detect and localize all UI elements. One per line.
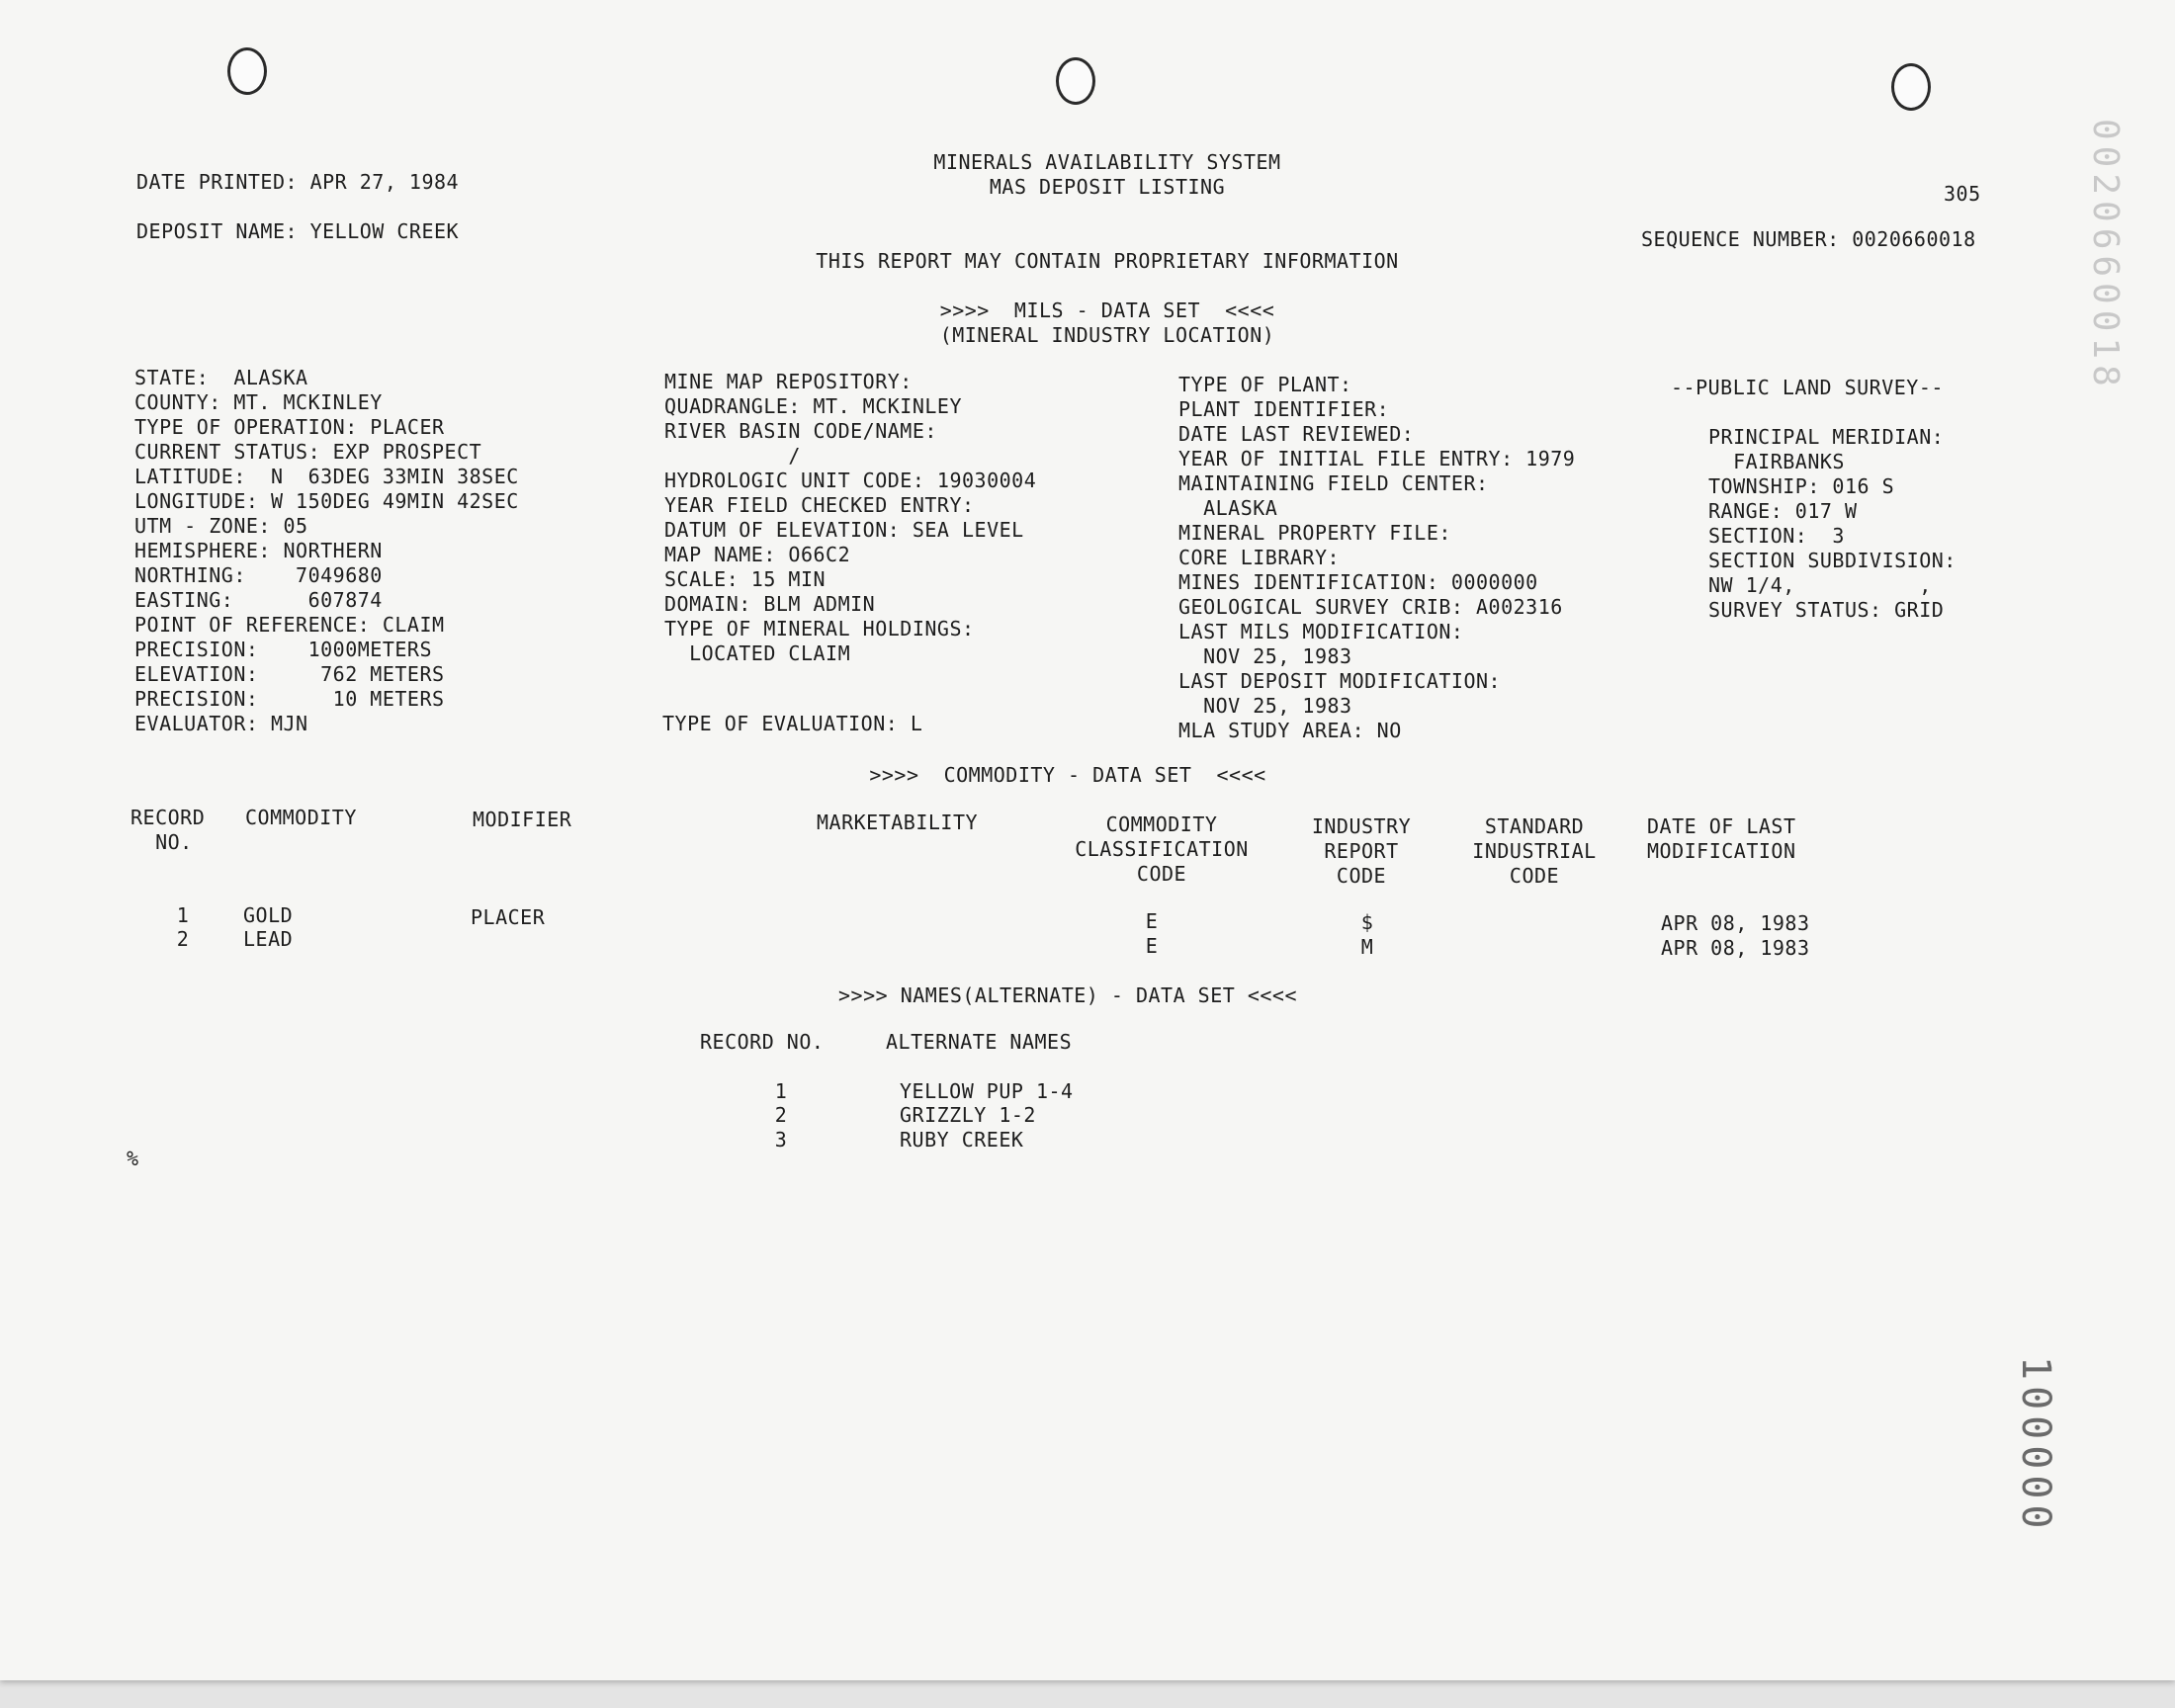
field-mineral-property-file: MINERAL PROPERTY FILE: xyxy=(1178,521,1451,545)
percent-mark: % xyxy=(127,1147,139,1170)
public-land-survey-title: --PUBLIC LAND SURVEY-- xyxy=(1671,376,1944,399)
mils-subtitle: (MINERAL INDUSTRY LOCATION) xyxy=(939,323,1275,347)
field-utm-zone: UTM - ZONE: 05 xyxy=(134,514,308,538)
field-domain: DOMAIN: BLM ADMIN xyxy=(664,592,876,616)
field-mla-study-area: MLA STUDY AREA: NO xyxy=(1178,719,1402,742)
field-state: STATE: ALASKA xyxy=(134,366,308,389)
date-printed: DATE PRINTED: APR 27, 1984 xyxy=(136,170,460,194)
row-commodity: LEAD xyxy=(243,927,294,951)
field-last-mils-modification-value: NOV 25, 1983 xyxy=(1178,644,1352,668)
field-year-initial-entry: YEAR OF INITIAL FILE ENTRY: 1979 xyxy=(1178,447,1576,470)
col-header-record-no: RECORD NO. xyxy=(130,806,206,854)
alt-name: YELLOW PUP 1-4 xyxy=(900,1079,1074,1103)
col-header-marketability: MARKETABILITY xyxy=(817,811,979,834)
proprietary-notice: THIS REPORT MAY CONTAIN PROPRIETARY INFORMATION xyxy=(816,249,1399,273)
field-principal-meridian: PRINCIPAL MERIDIAN: xyxy=(1708,425,1945,449)
row-date-modified: APR 08, 1983 xyxy=(1661,911,1810,935)
field-maintaining-center: MAINTAINING FIELD CENTER: xyxy=(1178,471,1489,495)
punch-hole-center xyxy=(1056,57,1095,105)
mils-location-column xyxy=(134,366,519,736)
field-geological-survey-crib: GEOLOGICAL SURVEY CRIB: A002316 xyxy=(1178,595,1563,619)
field-mine-map-repository: MINE MAP REPOSITORY: xyxy=(664,370,913,393)
mils-plant-column xyxy=(1178,373,1575,743)
field-datum-of-elevation: DATUM OF ELEVATION: SEA LEVEL xyxy=(664,518,1024,542)
row-modifier: PLACER xyxy=(471,905,546,929)
field-county: COUNTY: MT. MCKINLEY xyxy=(134,390,383,414)
alt-name-record-no: 1 xyxy=(774,1079,788,1103)
mils-map-column xyxy=(664,370,1036,666)
deposit-name: DEPOSIT NAME: YELLOW CREEK xyxy=(136,219,460,243)
field-current-status: CURRENT STATUS: EXP PROSPECT xyxy=(134,440,482,464)
listing-title: MAS DEPOSIT LISTING xyxy=(989,175,1226,199)
field-elevation-precision: PRECISION: 10 METERS xyxy=(134,687,445,711)
page-number: 305 xyxy=(1944,182,1981,206)
field-type-of-evaluation: TYPE OF EVALUATION: L xyxy=(662,712,923,735)
row-classification: E xyxy=(1145,934,1159,958)
field-map-name: MAP NAME: O66C2 xyxy=(664,543,851,566)
field-hemisphere: HEMISPHERE: NORTHERN xyxy=(134,539,383,562)
row-classification: E xyxy=(1145,909,1159,933)
col-header-date-modified: DATE OF LAST MODIFICATION xyxy=(1647,814,1796,863)
names-header-alternate-names: ALTERNATE NAMES xyxy=(886,1030,1073,1054)
field-point-of-reference: POINT OF REFERENCE: CLAIM xyxy=(134,613,445,637)
sequence-number: SEQUENCE NUMBER: 0020660018 xyxy=(1641,227,1976,251)
col-header-commodity: COMMODITY xyxy=(245,806,357,829)
field-last-mils-modification: LAST MILS MODIFICATION: xyxy=(1178,620,1464,643)
row-industry-code: $ xyxy=(1360,910,1374,934)
names-title: >>>> NAMES(ALTERNATE) - DATA SET <<<< xyxy=(837,983,1298,1007)
field-core-library: CORE LIBRARY: xyxy=(1178,546,1341,569)
alt-name: GRIZZLY 1-2 xyxy=(900,1103,1036,1127)
col-header-industry-code: INDUSTRY REPORT CODE xyxy=(1311,814,1412,888)
row-commodity: GOLD xyxy=(243,903,294,927)
alt-name-record-no: 2 xyxy=(774,1103,788,1127)
field-maintaining-center-value: ALASKA xyxy=(1178,496,1278,520)
field-river-basin: RIVER BASIN CODE/NAME: xyxy=(664,419,937,443)
alt-name: RUBY CREEK xyxy=(900,1128,1024,1152)
col-header-classification: COMMODITY CLASSIFICATION CODE xyxy=(1075,812,1249,886)
field-precision: PRECISION: 1000METERS xyxy=(134,638,432,661)
field-principal-meridian-value: FAIRBANKS xyxy=(1708,450,1845,473)
field-latitude: LATITUDE: N 63DEG 33MIN 38SEC xyxy=(134,465,519,488)
side-stamp-top: 0020660018 xyxy=(2085,119,2126,392)
col-header-modifier: MODIFIER xyxy=(473,808,572,831)
field-section-subdivision-value: NW 1/4, , xyxy=(1708,573,1932,597)
field-operation-type: TYPE OF OPERATION: PLACER xyxy=(134,415,445,439)
side-stamp-bottom: 100000 xyxy=(2013,1356,2058,1535)
commodity-title: >>>> COMMODITY - DATA SET <<<< xyxy=(869,763,1266,787)
field-section-subdivision: SECTION SUBDIVISION: xyxy=(1708,549,1957,572)
field-date-last-reviewed: DATE LAST REVIEWED: xyxy=(1178,422,1415,446)
punch-hole-right xyxy=(1891,63,1931,111)
field-last-deposit-modification: LAST DEPOSIT MODIFICATION: xyxy=(1178,669,1502,693)
field-plant-identifier: PLANT IDENTIFIER: xyxy=(1178,397,1390,421)
field-mines-identification: MINES IDENTIFICATION: 0000000 xyxy=(1178,570,1538,594)
field-quadrangle: QUADRANGLE: MT. MCKINLEY xyxy=(664,394,962,418)
row-record-no: 2 xyxy=(176,927,190,951)
field-section: SECTION: 3 xyxy=(1708,524,1845,548)
row-record-no: 1 xyxy=(176,903,190,927)
field-elevation: ELEVATION: 762 METERS xyxy=(134,662,445,686)
field-hydrologic-unit: HYDROLOGIC UNIT CODE: 19030004 xyxy=(664,469,1037,492)
row-industry-code: M xyxy=(1360,935,1374,959)
field-township: TOWNSHIP: 016 S xyxy=(1708,474,1895,498)
field-mineral-holdings-value: LOCATED CLAIM xyxy=(664,641,851,665)
field-evaluator: EVALUATOR: MJN xyxy=(134,712,308,735)
field-type-of-plant: TYPE OF PLANT: xyxy=(1178,373,1352,396)
field-mineral-holdings: TYPE OF MINERAL HOLDINGS: xyxy=(664,617,975,640)
system-title: MINERALS AVAILABILITY SYSTEM xyxy=(933,150,1281,174)
field-last-deposit-modification-value: NOV 25, 1983 xyxy=(1178,694,1352,718)
names-header-record-no: RECORD NO. xyxy=(700,1030,825,1054)
row-date-modified: APR 08, 1983 xyxy=(1661,936,1810,960)
alt-name-record-no: 3 xyxy=(774,1128,788,1152)
field-easting: EASTING: 607874 xyxy=(134,588,383,612)
field-range: RANGE: 017 W xyxy=(1708,499,1858,523)
field-year-field-checked: YEAR FIELD CHECKED ENTRY: xyxy=(664,493,975,517)
public-land-survey-column xyxy=(1708,425,1957,623)
field-survey-status: SURVEY STATUS: GRID xyxy=(1708,598,1945,622)
field-scale: SCALE: 15 MIN xyxy=(664,567,826,591)
punch-hole-left xyxy=(227,47,267,95)
col-header-sic-code: STANDARD INDUSTRIAL CODE xyxy=(1472,814,1597,888)
field-river-basin-value: / xyxy=(664,444,801,468)
field-northing: NORTHING: 7049680 xyxy=(134,563,383,587)
mils-title: >>>> MILS - DATA SET <<<< xyxy=(939,299,1275,322)
field-longitude: LONGITUDE: W 150DEG 49MIN 42SEC xyxy=(134,489,519,513)
